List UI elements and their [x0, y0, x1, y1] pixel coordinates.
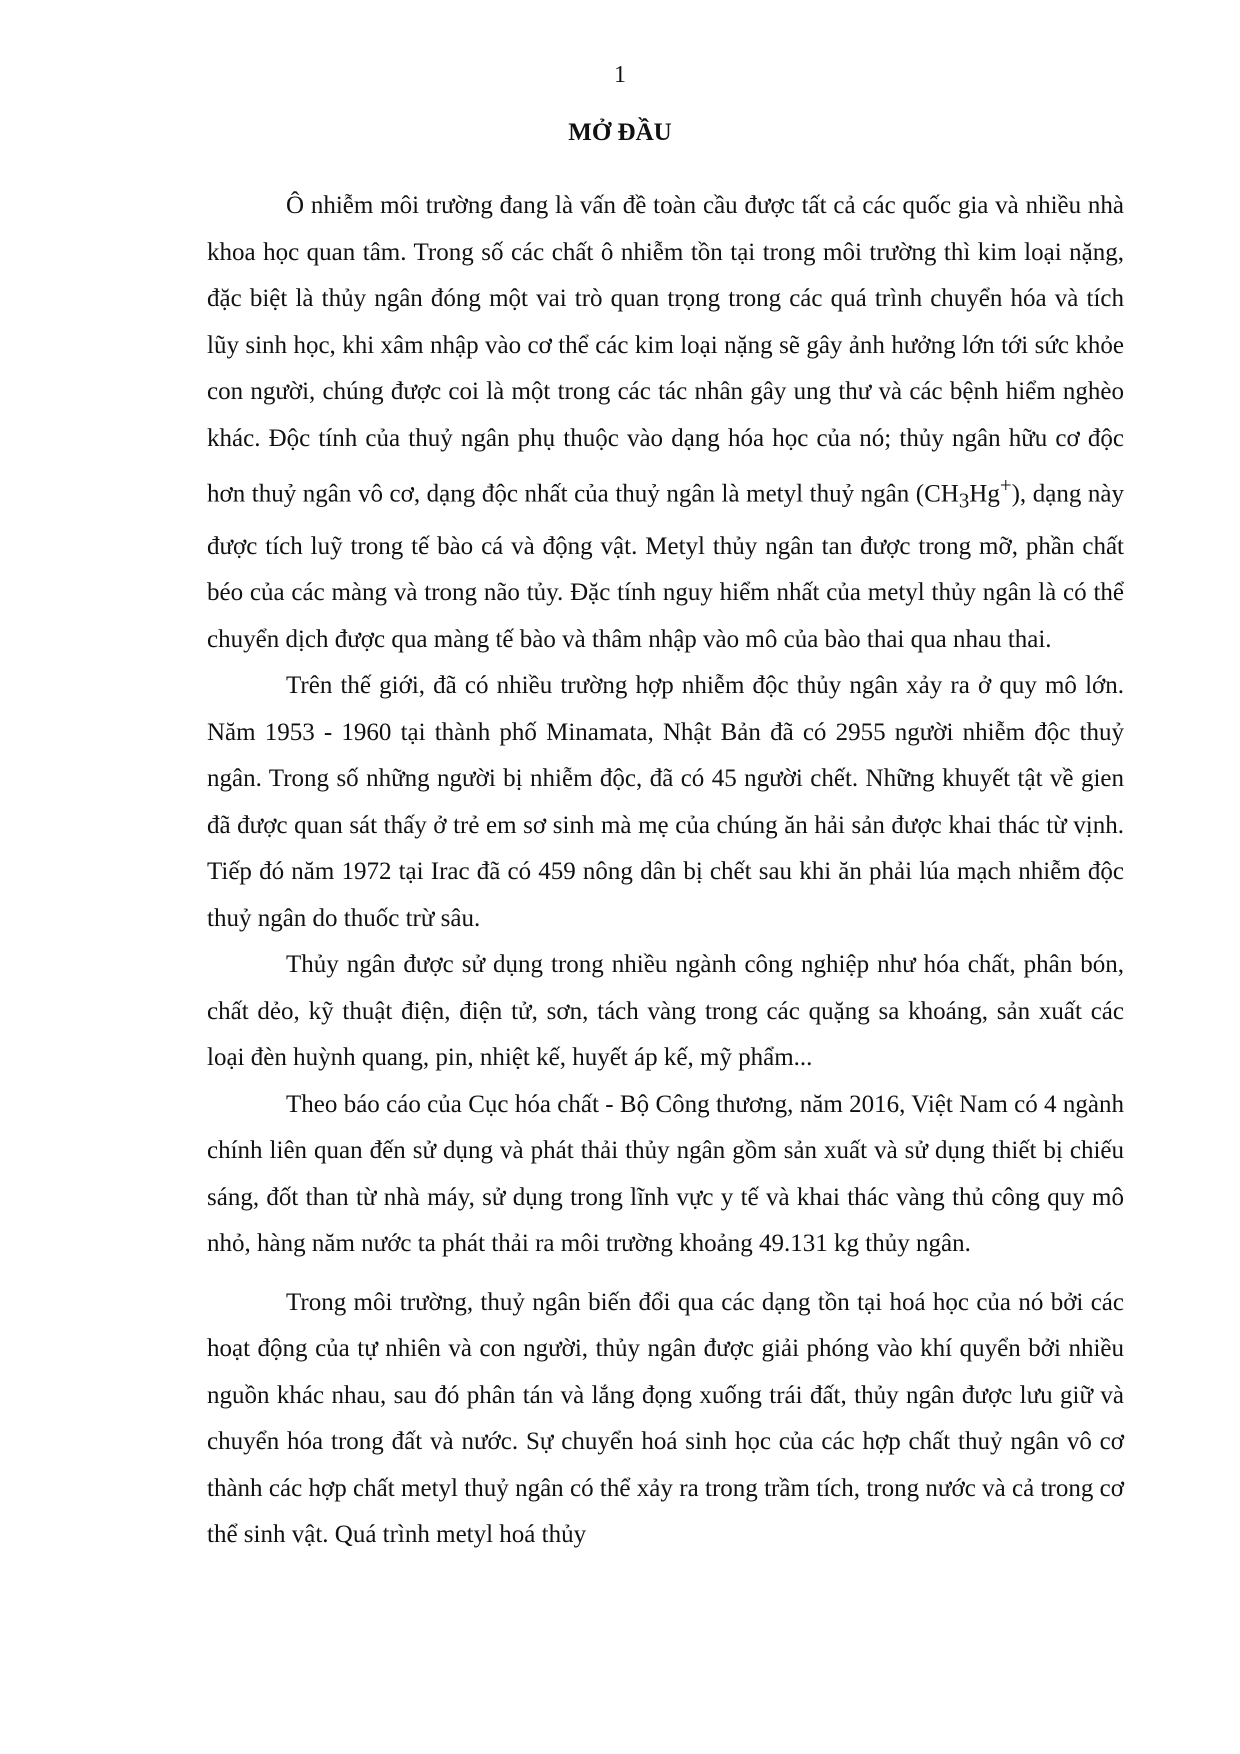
- body-text: [207, 183, 1124, 1559]
- section-heading: MỞ ĐẦU: [568, 119, 672, 146]
- formula-superscript: +: [999, 473, 1012, 497]
- paragraph-3: Thủy ngân được sử dụng trong nhiều ngành công nghiệp như hóa chất, phân bón, chất dẻo, kỹ thuật điện, điện tử, sơn, tách vàng trong các quặng sa khoáng, sản xuất các loại đèn huỳnh quang, pin, nhiệt kế, huyết áp kế, mỹ phẩm...: [207, 951, 1124, 1072]
- formula-subscript: 3: [958, 488, 970, 513]
- paragraph-4: Theo báo cáo của Cục hóa chất - Bộ Công thương, năm 2016, Việt Nam có 4 ngành chính liên quan đến sử dụng và phát thải thủy ngân gồm sản xuất và sử dụng thiết bị chiếu sáng, đốt than từ nhà máy, sử dụng trong lĩnh vực y tế và khai thác vàng thủ công quy mô nhỏ, hàng năm nước ta phát thải ra môi trường khoảng 49.131 kg thủy ngân.: [207, 1090, 1124, 1258]
- paragraph-1: [207, 183, 1124, 663]
- paragraph-5: Trong môi trường, thuỷ ngân biến đổi qua các dạng tồn tại hoá học của nó bởi các hoạt động của tự nhiên và con người, thủy ngân được giải phóng vào khí quyển bởi nhiều nguồn khác nhau, sau đó phân tán và lắng đọng xuống trái đất, thủy ngân được lưu giữ và chuyển hóa trong đất và nước. Sự chuyển hoá sinh học của các hợp chất thuỷ ngân vô cơ thành các hợp chất metyl thuỷ ngân có thể xảy ra trong trầm tích, trong nước và cả trong cơ thể sinh vật. Quá trình metyl hoá thủy: [207, 1288, 1124, 1549]
- page-number: 1: [614, 62, 626, 88]
- paragraph-2: Trên thế giới, đã có nhiều trường hợp nhiễm độc thủy ngân xảy ra ở quy mô lớn. Năm 1953 - 1960 tại thành phố Minamata, Nhật Bản đã có 2955 người nhiễm độc thuỷ ngân. Trong số những người bị nhiễm độc, đã có 45 người chết. Những khuyết tật về gien đã được quan sát thấy ở trẻ em sơ sinh mà mẹ của chúng ăn hải sản được khai thác từ vịnh. Tiếp đó năm 1972 tại Irac đã có 459 nông dân bị chết sau khi ăn phải lúa mạch nhiễm độc thuỷ ngân do thuốc trừ sâu.: [207, 672, 1124, 932]
- paragraph-1-text-end: ), dạng này được tích luỹ trong tế bào cá và động vật. Metyl thủy ngân tan được trong mỡ, phần chất béo của các màng và trong não tủy. Đặc tính nguy hiểm nhất của metyl thủy ngân là có thể chuyển dịch được qua màng tế bào và thâm nhập vào mô của bào thai qua nhau thai.: [207, 480, 1124, 653]
- formula-element: Hg: [969, 480, 1000, 508]
- paragraph-1-text-start: Ô nhiễm môi trường đang là vấn đề toàn cầu được tất cả các quốc gia và nhiều nhà khoa học quan tâm. Trong số các chất ô nhiễm tồn tại trong môi trường thì kim loại nặng, đặc biệt là thủy ngân đóng một vai trò quan trọng trong các quá trình chuyển hóa và tích lũy sinh học, khi xâm nhập vào cơ thể các kim loại nặng sẽ gây ảnh hưởng lớn tới sức khỏe con người, chúng được coi là một trong các tác nhân gây ung thư và các bệnh hiểm nghèo khác. Độc tính của thuỷ ngân phụ thuộc vào dạng hóa học của nó; thủy ngân hữu cơ độc hơn thuỷ ngân vô cơ, dạng độc nhất của thuỷ ngân là metyl thuỷ ngân (CH: [207, 192, 1124, 508]
